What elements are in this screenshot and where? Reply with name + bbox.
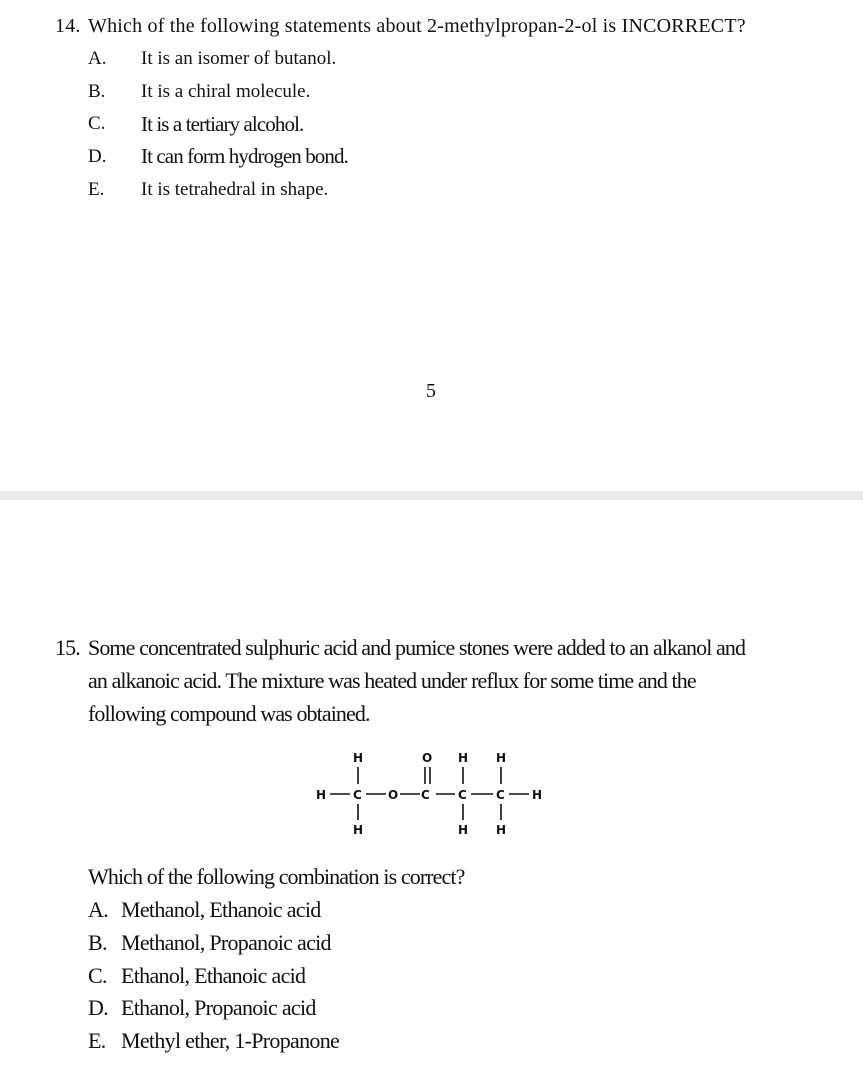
q15-option-c-letter: C. bbox=[88, 963, 107, 988]
atom-o: O bbox=[422, 751, 433, 765]
ester-structure-diagram bbox=[300, 740, 560, 850]
atom-c: C bbox=[421, 788, 430, 802]
q14-number: 14. bbox=[55, 15, 81, 37]
q14-option-b-text: It is a chiral molecule. bbox=[141, 81, 311, 102]
page-divider bbox=[0, 491, 863, 500]
q14-stem: Which of the following statements about 2-methylpropan-2-ol is INCORRECT? bbox=[88, 15, 746, 37]
q15-option-e-text: Methyl ether, 1-Propanone bbox=[121, 1028, 340, 1053]
q15-option-d-text: Ethanol, Propanoic acid bbox=[121, 995, 316, 1020]
q15-option-e-letter: E. bbox=[88, 1028, 106, 1053]
page-number: 5 bbox=[426, 380, 436, 402]
q15-stem-line-2: an alkanoic acid. The mixture was heated under reflux for some time and the bbox=[88, 668, 696, 693]
q15-number: 15. bbox=[55, 635, 80, 660]
q14-option-e-text: It is tetrahedral in shape. bbox=[141, 179, 329, 200]
q14-option-e-letter: E. bbox=[88, 179, 105, 200]
atom-h: H bbox=[458, 823, 469, 837]
atom-c: C bbox=[458, 788, 467, 802]
q15-stem-line-3: following compound was obtained. bbox=[88, 701, 370, 726]
atom-h: H bbox=[353, 751, 364, 765]
q14-option-d-text: It can form hydrogen bond. bbox=[141, 144, 348, 168]
q15-option-a-text: Methanol, Ethanoic acid bbox=[121, 897, 321, 922]
q14-option-a-letter: A. bbox=[88, 48, 107, 69]
atom-h: H bbox=[316, 788, 327, 802]
atom-h: H bbox=[532, 788, 543, 802]
q15-option-b-text: Methanol, Propanoic acid bbox=[121, 930, 331, 955]
atom-c: C bbox=[496, 788, 505, 802]
atom-h: H bbox=[496, 751, 507, 765]
atom-o: O bbox=[388, 788, 399, 802]
atom-h: H bbox=[458, 751, 469, 765]
atom-c: C bbox=[353, 788, 362, 802]
q14-option-c-letter: C. bbox=[88, 113, 106, 134]
q14-option-d-letter: D. bbox=[88, 146, 107, 167]
q14-option-a-text: It is an isomer of butanol. bbox=[141, 48, 337, 69]
q14-option-c-text: It is a tertiary alcohol. bbox=[141, 112, 304, 136]
q15-option-c-text: Ethanol, Ethanoic acid bbox=[121, 963, 306, 988]
q15-option-b-letter: B. bbox=[88, 930, 107, 955]
q15-option-a-letter: A. bbox=[88, 897, 108, 922]
q15-option-d-letter: D. bbox=[88, 995, 108, 1020]
q15-stem-line-1: Some concentrated sulphuric acid and pumice stones were added to an alkanol and bbox=[88, 635, 746, 660]
q14-option-b-letter: B. bbox=[88, 81, 106, 102]
atom-h: H bbox=[353, 823, 364, 837]
atom-h: H bbox=[496, 823, 507, 837]
q15-question: Which of the following combination is correct? bbox=[88, 864, 465, 889]
